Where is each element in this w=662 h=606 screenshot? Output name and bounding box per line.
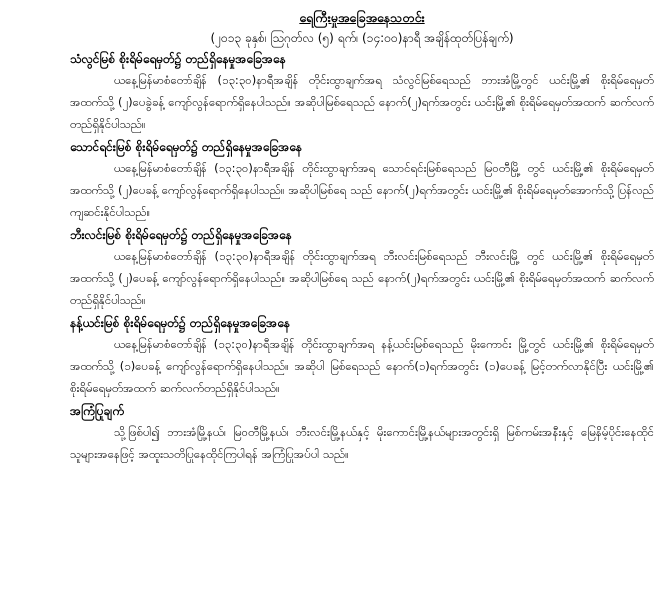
section-body: ယနေ့မြန်မာစံတော်ချိန် (၁၃:၃၀)နာရီအချိန် တိုင်းထွာချက်အရ ဘီးလင်းမြစ်ရေသည် ဘီးလင်းမြို့ တွင် ယင်းမြို့၏ စိုးရိမ်ရေမှတ်အထက်သို့ (၂)ပေခန့် ကျော်လွန်ရောက်ရှိနေပါသည်။ အဆိုပါမြစ်ရေ သည် နောက်(၂)ရက်အတွင်း ယင်းမြို့၏ စိုးရိမ်ရေမှတ်အထက် ဆက်လက်တည်ရှိနိုင်ပါသည်။: [70, 249, 654, 307]
section-heading: ဘီးလင်းမြစ် စိုးရိမ်ရေမှတ်၌ တည်ရှိနေမှုအခြေအနေ: [70, 228, 292, 242]
section-heading: နန့်ယင်းမြစ် စိုးရိမ်ရေမှတ်၌ တည်ရှိနေမှုအခြေအနေ: [70, 316, 290, 330]
section-heading: အကြံပြုချက်: [70, 404, 125, 418]
section-heading: သောင်ရင်းမြစ် စိုးရိမ်ရေမှတ်၌ တည်ရှိနေမှုအခြေအနေ: [70, 140, 302, 154]
document-subtitle: (၂၀၁၃ ခုနှစ်၊ ဩဂုတ်လ (၅) ရက်၊ (၁၄:၀၀)နာရီ အချိန်ထုတ်ပြန်ချက်): [210, 31, 514, 45]
section-body: ယနေ့မြန်မာစံတော်ချိန် (၁၃:၃၀)နာရီအချိန် တိုင်းထွာချက်အရ သောင်ရင်းမြစ်ရေသည် မြဝတီမြို့ တွင် ယင်းမြို့၏ စိုးရိမ်ရေမှတ်အထက်သို့ (၂)ပေခန့် ကျော်လွန်ရောက်ရှိနေပါသည်။ အဆိုပါမြစ်ရေ သည် နောက်(၂)ရက်အတွင်း ယင်းမြို့၏ စိုးရိမ်ရေမှတ်အောက်သို့ ပြန်လည်ကျဆင်းနိုင်ပါသည်။: [70, 161, 654, 219]
section-bilin: [70, 226, 654, 311]
section-body: သို့ဖြစ်ပါ၍ ဘားအံမြို့နယ်၊ မြဝတီမြို့နယ်၊ ဘီးလင်းမြို့နယ်နှင့် မိုးကောင်းမြို့နယ်များအတွင်းရှိ မြစ်ကမ်းအနီးနှင့် မြေနိမ့်ပိုင်းနေထိုင်သူများအနေဖြင့် အထူးသတိပြုနေထိုင်ကြပါရန် အကြံပြုအပ်ပါ သည်။: [70, 425, 654, 461]
section-heading: သံလွင်မြစ် စိုးရိမ်ရေမှတ်၌ တည်ရှိနေမှုအခြေအနေ: [70, 52, 286, 66]
document-title: ရေကြီးမှုအခြေအနေသတင်း: [299, 10, 425, 25]
document-page: [62, 0, 662, 606]
section-salween: [70, 50, 654, 135]
section-thaungyin: [70, 138, 654, 223]
section-advice: [70, 402, 654, 465]
section-namyin: [70, 314, 654, 399]
section-body: ယနေ့မြန်မာစံတော်ချိန် (၁၃:၃၀)နာရီအချိန် တိုင်းထွာချက်အရ နန့်ယင်းမြစ်ရေသည် မိုးကောင်း မြို့တွင် ယင်းမြို့၏ စိုးရိမ်ရေမှတ်အထက်သို့ (၁)ပေခန့် ကျော်လွန်ရောက်ရှိနေပါသည်။ အဆိုပါ မြစ်ရေသည် နောက်(၁)ရက်အတွင်း (၁)ပေခန့် မြင့်တက်လာနိုင်ပြီး ယင်းမြို့၏ စိုးရိမ်ရေမှတ်အထက် ဆက်လက်တည်ရှိနိုင်ပါသည်။: [70, 337, 654, 395]
section-body: ယနေ့မြန်မာစံတော်ချိန် (၁၃:၃၀)နာရီအချိန် တိုင်းထွာချက်အရ သံလွင်မြစ်ရေသည် ဘားအံမြို့တွင် ယင်းမြို့၏ စိုးရိမ်ရေမှတ်အထက်သို့ (၂)ပေခွဲခန့် ကျော်လွန်ရောက်ရှိနေပါသည်။ အဆိုပါမြစ်ရေသည် နောက်(၂)ရက်အတွင်း ယင်းမြို့၏ စိုးရိမ်ရေမှတ်အထက် ဆက်လက်တည်ရှိနိုင်ပါသည်။: [70, 73, 654, 131]
